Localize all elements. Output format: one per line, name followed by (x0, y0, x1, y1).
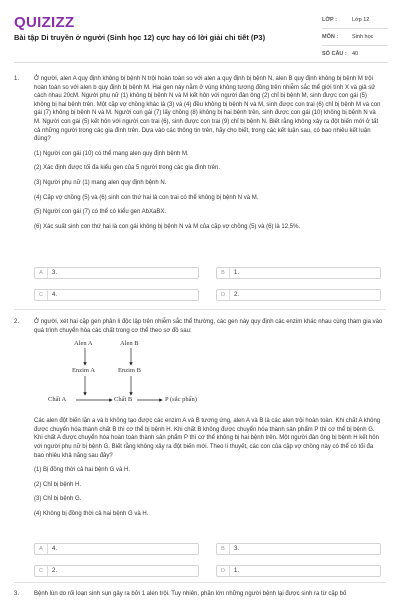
diagram-alen-b: Alen B (120, 340, 139, 348)
question-text: Các alen đột biến lặn a và b không tạo được các enzim A và B tương ứng, alen A và B là các alen trội hoàn toàn. Khi chất A không được chuyển hóa thành chất B thì cơ thể bị bệnh H. Khi chất B không được chuyển hóa thành sản phẩm P thì cơ thể bị bệnh G. Khi chất A được chuyển hóa hoàn toàn thành sản phẩm P thì cơ thể không bị hai bệnh trên. Một người đàn ông bị bệnh H kết hôn với người phụ nữ bị bệnh G. Biết rằng không xảy ra đột biến mới. Theo lí thuyết, các con của cặp vợ chồng này có thể có tối đa bao nhiêu khả năng sau đây? (34, 418, 381, 459)
option-a[interactable] (34, 543, 199, 555)
question-number: 2. (14, 319, 20, 325)
diagram-chat-a: Chất A (48, 396, 67, 404)
statement: (4) Không bị đồng thời cả hai bệnh G và H. (34, 510, 149, 517)
meta-label: LỚP : (322, 17, 337, 23)
question-2 (14, 318, 386, 538)
option-letter: D (217, 290, 230, 300)
statement: (4) Cặp vợ chồng (5) và (6) sinh con thứ hai là con trai có thể không bị bệnh N và M. (34, 194, 259, 201)
meta-info (322, 12, 388, 63)
option-text: 4. (52, 546, 58, 552)
document-title: Bài tập Di truyền ở người (Sinh học 12) cực hay có lời giải chi tiết (P3) (14, 33, 266, 42)
statement: (1) Bị đồng thời cả hai bệnh G và H. (34, 467, 130, 474)
option-c[interactable] (34, 289, 199, 301)
option-d[interactable] (216, 565, 381, 577)
option-text: 4. (52, 292, 58, 298)
meta-subject-row (322, 29, 388, 46)
meta-class-row (322, 12, 388, 29)
statement: (6) Xác suất sinh con thứ hai là con gái không bị bệnh N và M của cặp vợ chồng (5) và (6) là 12,5%. (34, 223, 301, 230)
option-letter: C (35, 566, 48, 576)
question-divider (14, 582, 386, 583)
statement: (2) Chỉ bị bệnh H. (34, 481, 82, 488)
page-header (0, 0, 400, 62)
metabolic-pathway-diagram (34, 338, 384, 414)
question-number: 1. (14, 76, 20, 82)
diagram-alen-a: Alen A (74, 340, 93, 348)
option-b[interactable] (216, 267, 381, 279)
option-c[interactable] (34, 565, 199, 577)
header-divider (14, 62, 386, 63)
option-d[interactable] (216, 289, 381, 301)
question-1 (14, 75, 386, 275)
diagram-enzim-b: Enzim B (118, 367, 141, 375)
meta-label: MÔN : (322, 34, 339, 40)
diagram-chat-b: Chất B (114, 396, 133, 404)
diagram-enzim-a: Enzim A (72, 367, 95, 375)
statement: (3) Người phụ nữ (1) mang alen quy định bệnh N. (34, 179, 167, 186)
statement: (2) Xác định được tối đa kiểu gen của 5 người trong các gia đình trên. (34, 165, 221, 172)
option-letter: A (35, 268, 48, 278)
question-body (34, 318, 384, 519)
question-body (34, 590, 384, 599)
question-3 (14, 590, 386, 600)
question-intro: Ở người, xét hai cặp gen phân li độc lập trên nhiễm sắc thể thường, các gen này quy định các enzim khác nhau cùng tham gia vào quá trình chuyển hóa các chất trong cơ thể theo sơ đồ sau: (34, 319, 383, 334)
option-b[interactable] (216, 543, 381, 555)
statement: (5) Người con gái (7) có thể có kiểu gen AbXaBX. (34, 209, 167, 216)
statement: (3) Chỉ bị bệnh G. (34, 496, 82, 503)
question-divider (14, 309, 386, 310)
question-intro: Ở người, alen A quy định không bị bệnh N trội hoàn toàn so với alen a quy định bị bệnh N, alen B quy định không bị bệnh M trội hoàn toàn so với alen b quy định bị bệnh M. Hai gen này nằm ở vùng không tương đồng trên nhiễm sắc thể giới tính X và giả sử cách nhau 20cM. Người phụ nữ (1) không bị bệnh N và M kết hôn với người đàn ông (2) chỉ bị bệnh M, sinh được con gái (5) không bị hai bệnh trên. Một cặp vợ chồng khác là (3) và (4) đều không bị bệnh N và M, sinh được con trai (6) chỉ bị bệnh M và con gái (7) không bị bệnh N và M. Người con gái (7) lấy chồng (8) không bị hai bệnh trên, sinh được con gái (10) không bị bệnh N và M. Người con gái (5) kết hôn với người con trai (6), sinh được con trai (9) chỉ bị bệnh N. Biết rằng không xảy ra đột biến mới ở tất cả những người trong các gia đình trên. Dựa vào các thông tin trên, hãy cho biết, trong các kết luận sau, có bao nhiêu kết luận đúng? (34, 76, 381, 143)
option-a[interactable] (34, 267, 199, 279)
option-text: 2. (52, 568, 58, 574)
option-text: 3. (52, 270, 58, 276)
option-letter: A (35, 544, 48, 554)
option-letter: C (35, 290, 48, 300)
option-text: 2. (234, 292, 240, 298)
meta-value: Sinh học (352, 34, 374, 40)
option-text: 1. (234, 270, 240, 276)
meta-value: 40 (352, 51, 359, 57)
option-text: 3. (234, 546, 240, 552)
question-intro: Bệnh lùn do rối loạn sinh sụn gây ra bởi 1 alen trội. Tuy nhiên, phần lớn những người bệnh lại được sinh ra từ cặp bố (34, 591, 347, 597)
option-letter: D (217, 566, 230, 576)
question-number: 3. (14, 591, 20, 597)
option-letter: B (217, 544, 230, 554)
meta-label: SỐ CÂU : (322, 51, 347, 57)
meta-value: Lớp 12 (352, 17, 370, 23)
meta-count-row (322, 46, 388, 63)
statement: (1) Người con gái (10) có thể mang alen quy định bệnh M. (34, 150, 189, 157)
diagram-product: P (sắc phấn) (165, 396, 197, 404)
question-body (34, 75, 384, 231)
option-text: 1. (234, 568, 240, 574)
quizizz-logo: QUIZIZZ (14, 14, 75, 31)
option-letter: B (217, 268, 230, 278)
